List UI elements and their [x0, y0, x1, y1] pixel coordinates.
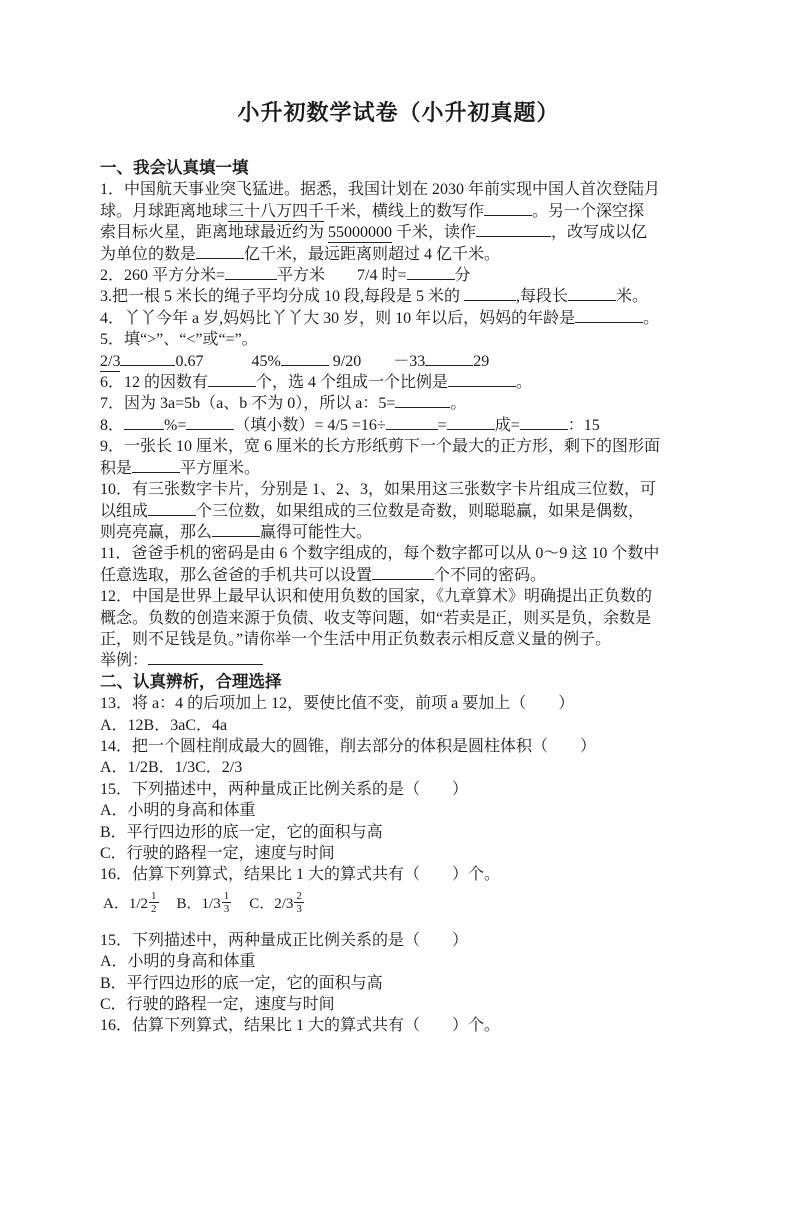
- q2-text: 分: [454, 267, 471, 285]
- answer-blank: [464, 286, 516, 301]
- answer-blank: [425, 351, 473, 366]
- q9-text: 积是: [100, 459, 133, 477]
- compare-value: 29: [473, 352, 490, 370]
- q1-text: 球。月球距离地球: [100, 202, 229, 220]
- q1-line-1: [100, 179, 697, 200]
- q1-text: ，改写成以亿: [551, 224, 648, 242]
- q11-text: 个不同的密码。: [434, 566, 547, 584]
- q10-line-1: [100, 479, 697, 500]
- compare-value: 9/20 －33: [328, 352, 426, 370]
- underlined-number-words: 三十八万四千: [228, 202, 325, 220]
- q1-text: 1．中国航天事业突飞猛进。据悉，我国计划在 2030 年前实现中国人首次登陆月: [100, 181, 661, 199]
- fraction-denominator: 3: [296, 903, 302, 916]
- q15-option-a-text: A．小明的身高和体重: [100, 802, 256, 820]
- q6-text: 。: [516, 374, 533, 392]
- q15-repeat-option-b: [100, 973, 697, 994]
- answer-blank: [120, 351, 175, 366]
- q15-option-a: [100, 800, 697, 821]
- q10-text: 则亮亮赢，那么: [100, 523, 213, 541]
- q11-text: 11．爸爸手机的密码是由 6 个数字组成的，每个数字都可以从 0～9 这 10 个数中: [100, 545, 660, 563]
- answer-blank: [186, 415, 234, 430]
- q7-text: 。: [450, 395, 467, 413]
- q1-text: 索目标火星，距离地球最近约为: [100, 224, 329, 242]
- answer-blank: [575, 308, 643, 323]
- q1-text: 亿千米，最远距离则超过 4 亿千米。: [244, 245, 501, 263]
- q10-line-2: [100, 501, 697, 522]
- q4-line: [100, 308, 697, 329]
- q3-text: ,每段长: [516, 288, 569, 306]
- q1-line-4: [100, 244, 697, 265]
- answer-blank: [148, 650, 263, 665]
- q12-line-3: [100, 629, 697, 650]
- q13-text: 13．将 a：4 的后项加上 12，要使比值不变，前项 a 要加上（ ）: [100, 695, 575, 713]
- q3-text: 米。: [616, 288, 649, 306]
- answer-blank: [484, 201, 532, 216]
- fraction: [149, 890, 159, 916]
- q12-line-1: [100, 586, 697, 607]
- answer-blank: [476, 222, 551, 237]
- q1-text: 为单位的数是: [100, 245, 197, 263]
- q1-text: 。另一个深空探: [532, 202, 645, 220]
- answer-blank: [395, 393, 450, 408]
- fraction-numerator: 2: [296, 889, 302, 902]
- q12-text: 举例：: [100, 652, 149, 670]
- answer-blank: [225, 265, 277, 280]
- q6-text: 6．12 的因数有: [100, 374, 209, 392]
- q8-text: ：15: [567, 416, 600, 434]
- q8-line: [100, 415, 697, 436]
- answer-blank: [568, 286, 616, 301]
- q9-text: 平方厘米。: [180, 459, 261, 477]
- q16-option-c-text: C．2/3: [249, 896, 294, 913]
- exam-document-page: [0, 99, 793, 1221]
- q5-line-1: [100, 329, 697, 350]
- q9-line-2: [100, 458, 697, 479]
- q8-text: （填小数）= 4/5 =16÷: [234, 416, 386, 434]
- q15-option-c-text: C．行驶的路程一定，速度与时间: [100, 996, 335, 1014]
- q16-line: [100, 864, 697, 885]
- q16-option-b: [177, 890, 232, 916]
- q10-text: 个三位数，如果组成的三位数是奇数，则聪聪赢，如果是偶数，: [196, 502, 645, 520]
- q15-option-c-text: C．行驶的路程一定，速度与时间: [100, 845, 335, 862]
- answer-blank: [520, 415, 568, 430]
- answer-blank: [212, 522, 260, 537]
- fraction-denominator: 2: [151, 903, 157, 916]
- q8-text: =: [437, 416, 447, 434]
- q16-options: [100, 886, 697, 920]
- compare-value: 2/3: [100, 352, 121, 370]
- answer-blank: [208, 372, 256, 387]
- q15-text: 15．下列描述中，两种量成正比例关系的是（ ）: [100, 931, 469, 949]
- answer-blank: [124, 415, 164, 430]
- q4-text: 。: [643, 309, 660, 327]
- q14-text: 14．把一个圆柱削成最大的圆锥，削去部分的体积是圆柱体积（ ）: [100, 737, 597, 755]
- fraction: [294, 890, 304, 916]
- q12-text: 正，则不足钱是负。”请你举一个生活中用正负数表示相反意义量的例子。: [100, 630, 612, 648]
- q1-text: 千米，读作: [392, 224, 477, 242]
- q5-line-2: [100, 351, 697, 372]
- q15-option-b-text: B．平行四边形的底一定，它的面积与高: [100, 974, 383, 992]
- q16-text: 16．估算下列算式，结果比 1 大的算式共有（ ）个。: [100, 1017, 501, 1035]
- q2-text: 平方米 7/4 时=: [277, 267, 407, 285]
- q14-line: [100, 736, 697, 757]
- q3-text: 3.把一根 5 米长的绳子平均分成 10 段,每段是 5 米的: [100, 288, 465, 306]
- q16-repeat-line: [100, 1015, 697, 1036]
- answer-blank: [448, 372, 516, 387]
- q1-text: 千米，横线上的数写作: [324, 202, 485, 220]
- q14-options-text: A．1/2B．1/3C．2/3: [100, 759, 243, 777]
- q11-line-2: [100, 565, 697, 586]
- q15-line: [100, 779, 697, 800]
- underlined-number: 55000000: [328, 224, 393, 242]
- q6-line: [100, 372, 697, 393]
- compare-value: 0.67 45%: [175, 352, 281, 370]
- page-content: [0, 99, 793, 1037]
- q7-text: 7．因为 3a=5b（a、b 不为 0），所以 a：5=: [100, 395, 396, 413]
- q2-text: 2．260 平方分米=: [100, 267, 226, 285]
- q15-repeat-option-c: [100, 994, 697, 1015]
- q1-line-3: [100, 222, 697, 243]
- q13-line: [100, 693, 697, 714]
- q15-text: 15．下列描述中，两种量成正比例关系的是（ ）: [100, 780, 469, 798]
- q12-text: 概念。负数的创造来源于负债、收支等问题，如“若卖是正，则买是负，余数是: [100, 609, 652, 627]
- q4-text: 4．丫丫今年 a 岁,妈妈比丫丫大 30 岁，则 10 年以后，妈妈的年龄是: [100, 309, 576, 327]
- q14-options: [100, 757, 697, 778]
- q12-text: 12．中国是世界上最早认识和使用负数的国家，《九章算术》明确提出正负数的: [100, 588, 653, 606]
- q16-text: 16．估算下列算式，结果比 1 大的算式共有（ ）个。: [100, 866, 501, 884]
- q16-option-a-text: A．1/2: [103, 896, 149, 913]
- q10-text: 10．有三张数字卡片，分别是 1、2、3，如果用这三张数字卡片组成三位数，可: [100, 481, 657, 499]
- q15-option-b-text: B．平行四边形的底一定，它的面积与高: [100, 823, 383, 841]
- q9-line-1: [100, 436, 697, 457]
- q11-text: 任意选取，那么爸爸的手机共可以设置: [100, 566, 373, 584]
- q8-text: 8．: [100, 416, 125, 434]
- answer-blank: [148, 501, 196, 516]
- q3-line: [100, 286, 697, 307]
- q16-option-c: [249, 890, 304, 916]
- fraction-denominator: 3: [223, 903, 230, 916]
- fraction: [222, 890, 232, 916]
- q11-line-1: [100, 543, 697, 564]
- q12-line-2: [100, 608, 697, 629]
- q15-repeat-line: [100, 930, 697, 951]
- answer-blank: [281, 351, 329, 366]
- exam-title: 小升初数学试卷（小升初真题）: [237, 100, 560, 125]
- fraction-numerator: 1: [151, 889, 157, 902]
- answer-blank: [447, 415, 495, 430]
- q15-option-a-text: A．小明的身高和体重: [100, 953, 256, 971]
- section-2-heading: 二、认真辨析，合理选择: [100, 672, 282, 691]
- q8-text: 成=: [494, 416, 520, 434]
- answer-blank: [132, 458, 180, 473]
- q5-text: 5．填“>”、“<”或“=”。: [100, 331, 258, 349]
- q1-line-2: [100, 201, 697, 222]
- q13-options-text: A．12B．3aC．4a: [100, 716, 228, 734]
- q15-option-c: [100, 843, 697, 864]
- q7-line: [100, 393, 697, 414]
- q16-option-a: [103, 890, 159, 916]
- q12-example-line: [100, 650, 697, 671]
- fraction-numerator: 1: [223, 889, 230, 902]
- q6-text: 个，选 4 个组成一个比例是: [256, 374, 449, 392]
- answer-blank: [372, 565, 434, 580]
- q10-text: 以组成: [100, 502, 149, 520]
- q15-repeat-option-a: [100, 951, 697, 972]
- blank-line: [100, 920, 697, 930]
- answer-blank: [386, 415, 438, 430]
- q13-options: [100, 715, 697, 736]
- answer-blank: [196, 244, 244, 259]
- section-1-heading: 一、我会认真填一填: [100, 159, 249, 177]
- q10-line-3: [100, 522, 697, 543]
- q2-line: [100, 265, 697, 286]
- q9-text: 9．一张长 10 厘米，宽 6 厘米的长方形纸剪下一个最大的正方形，剩下的图形面: [100, 438, 661, 456]
- q16-option-b-text: B．1/3: [176, 896, 221, 913]
- q8-text: %=: [164, 416, 187, 434]
- answer-blank: [407, 265, 455, 280]
- q15-option-b: [100, 822, 697, 843]
- q10-text: 赢得可能性大。: [260, 523, 373, 541]
